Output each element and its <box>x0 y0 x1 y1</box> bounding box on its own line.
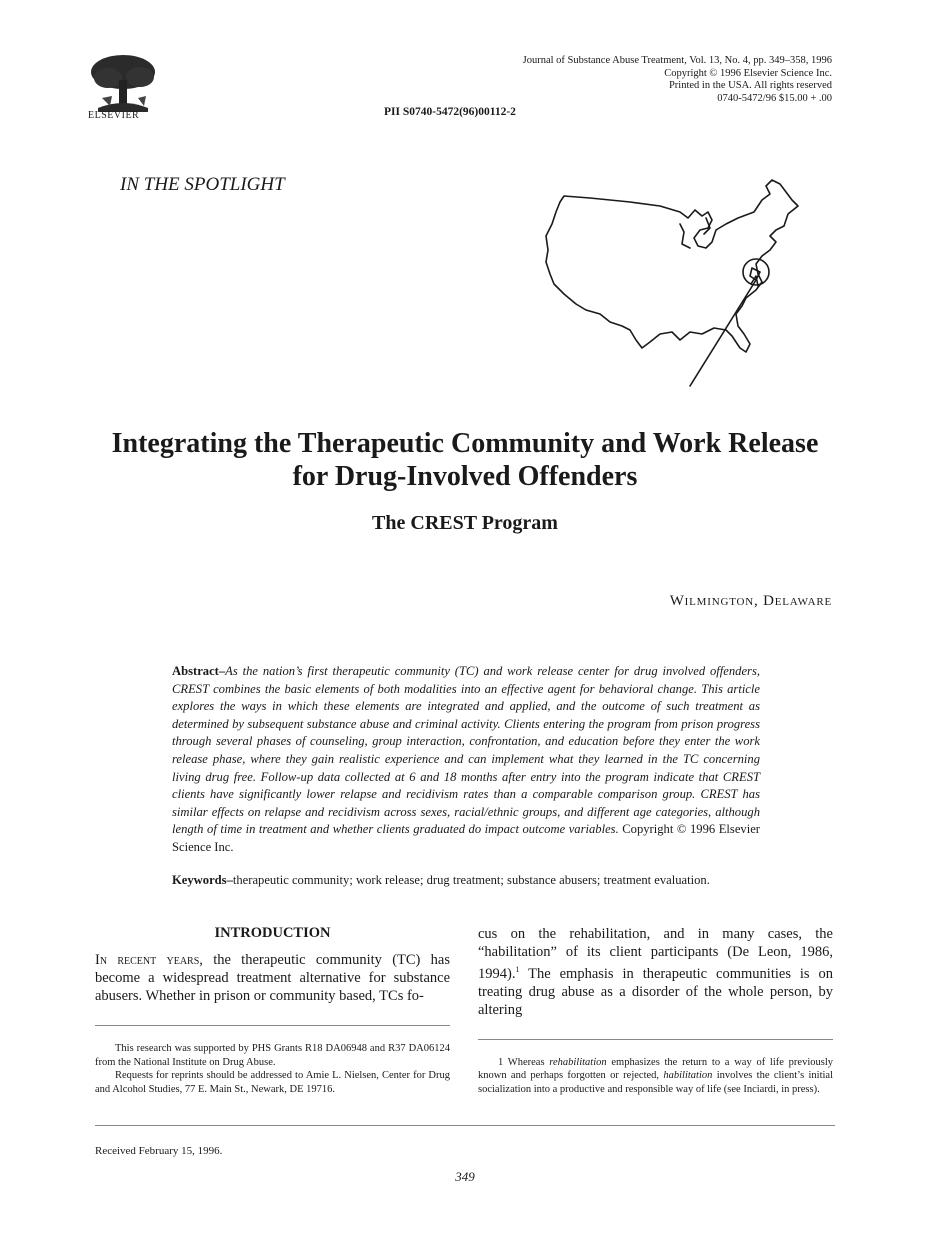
pii-identifier: PII S0740-5472(96)00112-2 <box>384 106 516 118</box>
introduction-lead: In recent years, <box>95 952 203 968</box>
footnote-divider <box>95 1025 450 1026</box>
body-text: cus on the rehabilitation, and in many cases, the “habilitation” of its client participants (De Leon, 1986, 1994). <box>478 926 833 982</box>
footnote-reprints: Requests for reprints should be addressed to Amie L. Nielsen, Center for Drug and Alcohol Studies, 77 E. Main St., Newark, DE 19716. <box>95 1070 450 1095</box>
title-line: for Drug-Involved Offenders <box>292 461 638 492</box>
author-location: Wilmington, Delaware <box>669 593 832 609</box>
keywords-text: therapeutic community; work release; drug treatment; substance abusers; treatment evaluation. <box>232 873 710 887</box>
body-paragraph <box>478 925 833 1019</box>
section-label: IN THE SPOTLIGHT <box>120 174 285 195</box>
us-map-illustration <box>530 172 830 392</box>
footnote-text: involves the client’s initial socialization into a productive and responsible way of life (see Inciardi, in press). <box>478 1070 834 1095</box>
abstract-copyright: Copyright © 1996 Elsevier Science Inc. <box>172 822 760 854</box>
footnote-1 <box>478 1056 833 1097</box>
footnote-funding: This research was supported by PHS Grants R18 DA06948 and R37 DA06124 from the National Institute on Drug Abuse. <box>95 1043 450 1068</box>
footnotes-left <box>95 1042 450 1096</box>
introduction-heading: INTRODUCTION <box>214 925 331 941</box>
right-column <box>478 925 833 1096</box>
keywords-label: Keywords– <box>172 873 233 887</box>
article-subtitle: The CREST Program <box>372 512 558 534</box>
journal-line: Copyright © 1996 Elsevier Science Inc. <box>664 67 832 79</box>
bottom-divider <box>95 1125 835 1126</box>
received-date: Received February 15, 1996. <box>95 1145 223 1157</box>
abstract-label: Abstract– <box>172 664 226 678</box>
introduction-paragraph <box>95 951 450 1005</box>
abstract <box>172 663 760 857</box>
publisher-name: ELSEVIER <box>88 110 140 121</box>
journal-line: 0740-5472/96 $15.00 + .00 <box>717 92 832 104</box>
page-number: 349 <box>455 1169 475 1184</box>
footnote-emphasis: habilitation <box>663 1070 713 1082</box>
body-text-continued: The emphasis in therapeutic communities is on treating drug abuse as a disorder of the whole person, by altering <box>478 965 833 1018</box>
keywords <box>172 873 792 888</box>
journal-line: Printed in the USA. All rights reserved <box>668 80 832 91</box>
left-column <box>95 925 450 1096</box>
journal-citation <box>472 55 832 105</box>
elsevier-tree-logo <box>88 52 158 114</box>
title-line: Integrating the Therapeutic Community and Work Release <box>111 428 819 459</box>
introduction-text: the therapeutic community (TC) has become a widespread treatment alternative for substance abusers. Whether in prison or community based, TCs fo- <box>95 952 450 1004</box>
journal-line: Journal of Substance Abuse Treatment, Vol. 13, No. 4, pp. 349–358, 1996 <box>522 55 832 66</box>
footnote-text: 1 Whereas <box>498 1056 550 1068</box>
article-title <box>40 427 890 493</box>
footnote-divider <box>478 1039 833 1040</box>
footnote-marker: 1 <box>515 965 520 974</box>
abstract-text: As the nation’s first therapeutic community (TC) and work release center for drug involved offenders, CREST combines the basic elements of both modalities into an effective agent for behavioral change. This article explores the ways in which these elements are integrated and applied, and the outcome of such treatment as determined by subsequent substance abuse and criminal activity. Clients entering the program from prison progress through several phases of counseling, group interaction, confrontation, and education before they enter the work release phase, where they gain realistic experience and can implement what they learned in the TC concerning living drug free. Follow-up data collected at 6 and 18 months after entry into the program indicate that CREST clients have significantly lower relapse and recidivism rates than a comparable comparison group. CREST has similar effects on relapse and recidivism across sexes, racial/ethnic groups, and different age categories, although length of time in treatment and whether clients graduated do impact outcome variables. <box>172 664 760 837</box>
footnote-text: emphasizes the return to a way of life previously known and perhaps forgotten or rejected, <box>478 1056 833 1082</box>
footnote-emphasis: rehabilitation <box>549 1056 607 1068</box>
